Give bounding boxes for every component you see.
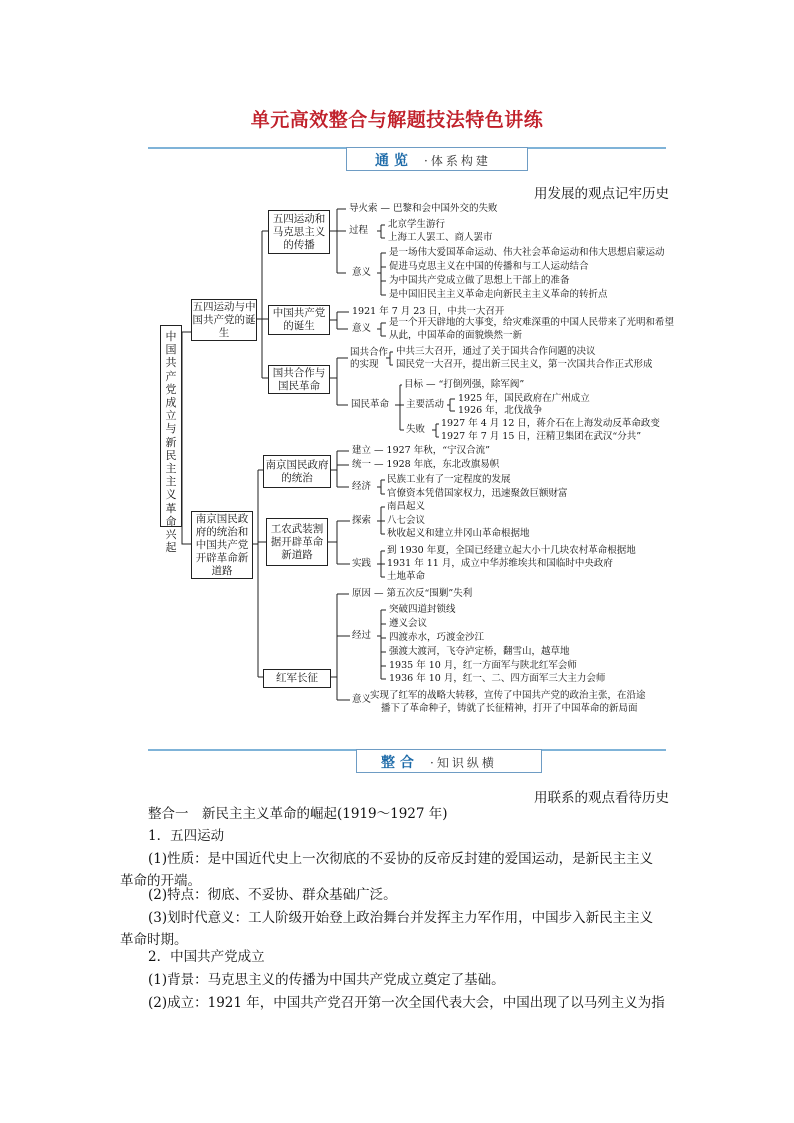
practice-item: 到 1930 年夏，全国已经建立起大小十几块农村革命根据地 — [387, 545, 636, 556]
meaning-item: 为中国共产党成立做了思想上干部上的准备 — [389, 275, 570, 286]
process-label: 过程 — [349, 225, 369, 236]
practice-item: 土地革命 — [387, 571, 426, 582]
banner-subtitle: ·知识纵横 — [430, 756, 497, 770]
failure-item: 1927 年 4 月 12 日，蒋介石在上海发动反革命政变 — [441, 418, 660, 429]
meaning-label: 意义 — [352, 267, 372, 278]
banner-subtitle: ·体系构建 — [424, 154, 491, 168]
paragraph: (2)成立：1921 年，中国共产党召开第一次全国代表大会，中国出现了以马列主义为指 — [148, 995, 665, 1011]
reason-text: 原因 — 第五次反“围剿”失利 — [352, 588, 473, 599]
course-item: 遵义会议 — [389, 618, 428, 629]
cooperation-label: 国共合作的实现 — [350, 347, 389, 370]
process-item: 上海工人罢工、商人罢市 — [388, 232, 493, 243]
course-item: 四渡赤水，巧渡金沙江 — [389, 632, 485, 643]
motto: 用发展的观点记牢历史 — [534, 186, 669, 202]
node-may-fourth: 五四运动和马克思主义的传播 — [268, 210, 330, 254]
activity-item: 1925 年，国民政府在广州成立 — [458, 393, 590, 404]
course-item: 1936 年 10 月，红一、二、四方面军三大主力会师 — [389, 673, 606, 684]
node-armed-separatism: 工农武装割据开辟革命新道路 — [266, 518, 328, 566]
paragraph: (1)性质：是中国近代史上一次彻底的不妥协的反帝反封建的爱国运动，是新民主主义 — [148, 851, 654, 867]
cooperation-item: 国民党一大召开，提出新三民主义，第一次国共合作正式形成 — [396, 359, 653, 370]
course-item: 突破四道封锁线 — [389, 604, 456, 615]
activity-item: 1926 年，北伐战争 — [458, 405, 543, 416]
activities-label: 主要活动 — [406, 399, 445, 410]
node-nanjing-govt: 南京国民政府的统治 — [263, 455, 331, 488]
fuse-text: 导火索 — 巴黎和会中国外交的失败 — [349, 203, 498, 214]
meaning-label: 意义 — [352, 694, 372, 705]
subheading: 1．五四运动 — [148, 828, 225, 844]
failure-label: 失败 — [406, 424, 426, 435]
economy-label: 经济 — [352, 481, 372, 492]
paragraph: (1)背景：马克思主义的传播为中国共产党成立奠定了基础。 — [148, 972, 505, 988]
banner-rule — [148, 749, 358, 751]
course-item: 强渡大渡河，飞夺泸定桥，翻雪山，越草地 — [389, 646, 570, 657]
failure-item: 1927 年 7 月 15 日，汪精卫集团在武汉“分共” — [441, 431, 642, 442]
section-heading: 整合一 新民主主义革命的崛起(1919～1927 年) — [148, 806, 448, 822]
explore-label: 探索 — [352, 515, 372, 526]
course-label: 经过 — [352, 630, 372, 641]
meaning-item: 是中国旧民主主义革命走向新民主主义革命的转折点 — [389, 289, 608, 300]
motto: 用联系的观点看待历史 — [534, 790, 669, 806]
national-revolution-label: 国民革命 — [351, 399, 390, 410]
meaning-item: 是一场伟大爱国革命运动、伟大社会革命运动和伟大思想启蒙运动 — [389, 247, 665, 258]
practice-label: 实践 — [352, 558, 372, 569]
subheading: 2．中国共产党成立 — [148, 949, 265, 965]
banner-rule — [540, 749, 666, 751]
node-kmt-ccp-cooperation: 国共合作与国民革命 — [268, 365, 330, 394]
cooperation-item: 中共三大召开，通过了关于国共合作问题的决议 — [396, 346, 596, 357]
meaning-item: 播下了革命种子，铸就了长征精神，打开了中国革命的新局面 — [381, 703, 638, 714]
root-node: 中国共产党成立与新民主主义革命兴起 — [160, 325, 182, 527]
paragraph: (3)划时代意义：工人阶级开始登上政治舞台并发挥主力军作用，中国步入新民主主义 — [148, 910, 654, 926]
economy-item: 民族工业有了一定程度的发展 — [387, 474, 511, 485]
banner-title: 通 览 — [375, 153, 408, 169]
economy-item: 官僚资本凭借国家权力，迅速聚敛巨额财富 — [387, 488, 568, 499]
branch-node-1: 五四运动与中国共产党的诞生 — [191, 299, 257, 341]
node-ccp-birth: 中国共产党的诞生 — [268, 305, 330, 335]
page-title: 单元高效整合与解题技法特色讲练 — [250, 109, 544, 131]
explore-item: 八七会议 — [387, 515, 426, 526]
branch-node-2: 南京国民政府的统治和中国共产党开辟革命新道路 — [191, 511, 253, 579]
establish-text: 建立 — 1927 年秋，“宁汉合流” — [352, 445, 490, 456]
meaning-item: 是一个开天辟地的大事变，给灾难深重的中国人民带来了光明和希望 — [389, 317, 675, 328]
explore-item: 秋收起义和建立井冈山革命根据地 — [387, 528, 530, 539]
course-item: 1935 年 10 月，红一方面军与陕北红军会师 — [389, 660, 577, 671]
paragraph: (2)特点：彻底、不妥协、群众基础广泛。 — [148, 887, 397, 903]
meaning-label: 意义 — [352, 323, 372, 334]
practice-item: 1931 年 11 月，成立中华苏维埃共和国临时中央政府 — [387, 558, 613, 569]
meaning-item: 从此，中国革命的面貌焕然一新 — [389, 330, 523, 341]
process-item: 北京学生游行 — [388, 219, 446, 230]
goal-text: 目标 — “打倒列强，除军阀” — [404, 379, 525, 390]
paragraph: 革命时期。 — [120, 932, 188, 948]
explore-item: 南昌起义 — [387, 501, 426, 512]
unify-text: 统一 — 1928 年底，东北改旗易帜 — [352, 459, 500, 470]
paragraph: 革命的开端。 — [120, 873, 201, 889]
meaning-item: 实现了红军的战略大转移，宣传了中国共产党的政治主张，在沿途 — [370, 690, 646, 701]
banner-title: 整 合 — [381, 755, 414, 771]
meaning-item: 促进马克思主义在中国的传播和与工人运动结合 — [389, 261, 589, 272]
first-congress-text: 1921 年 7 月 23 日，中共一大召开 — [352, 306, 505, 317]
node-long-march: 红军长征 — [263, 669, 331, 688]
